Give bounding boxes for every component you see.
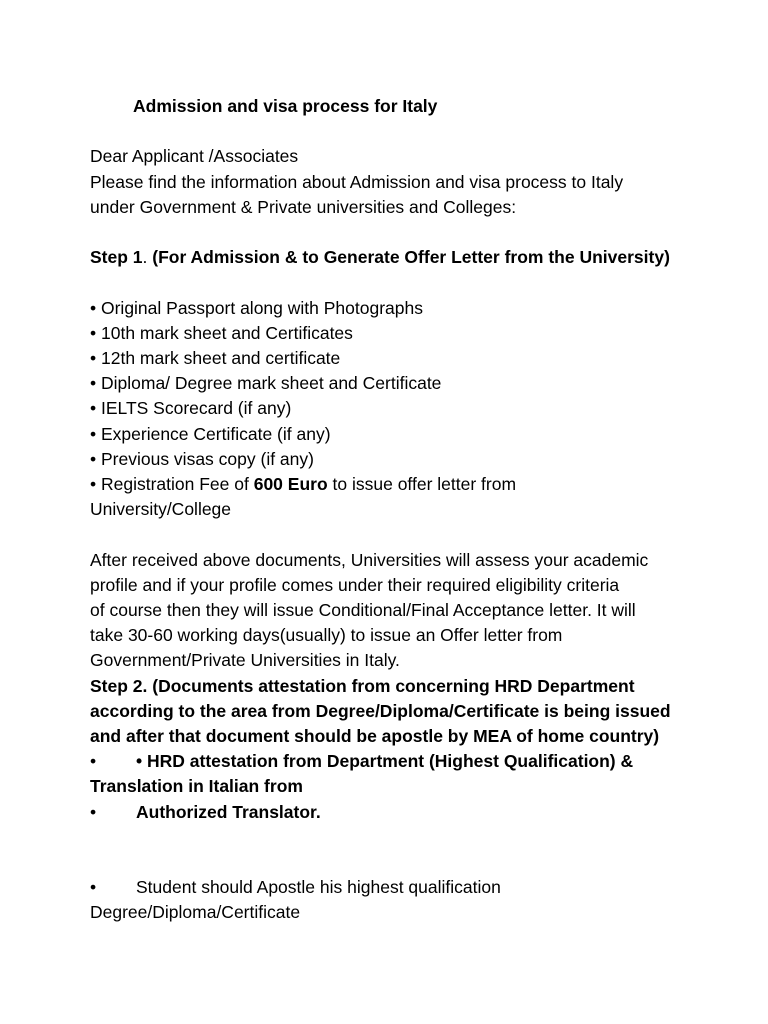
hrd-attestation-continuation: Translation in Italian from: [90, 776, 303, 797]
assessment-line: of course then they will issue Conditional/Final Acceptance letter. It will: [90, 600, 636, 620]
assessment-line: profile and if your profile comes under their required eligibility criteria: [90, 574, 620, 595]
spacer: [90, 220, 730, 245]
registration-suffix: to issue offer letter from: [327, 474, 517, 494]
intro-line: Please find the information about Admission and visa process to Italy: [90, 171, 624, 192]
bullet: •: [90, 801, 97, 822]
hrd-attestation-text: • HRD attestation from Department (Highest Qualification) &: [136, 751, 634, 772]
greeting: Dear Applicant /Associates: [90, 146, 299, 167]
spacer: [90, 119, 730, 144]
step2-heading: according to the area from Degree/Diploma/Certificate is being issued: [90, 700, 671, 721]
document-list-item: • 12th mark sheet and certificate: [90, 347, 341, 368]
assessment-line: After received above documents, Universities will assess your academic: [90, 549, 649, 570]
document-list-item: • Diploma/ Degree mark sheet and Certificate: [90, 373, 442, 394]
registration-fee-item: [90, 472, 730, 497]
translator-item: [90, 800, 730, 825]
apostle-continuation: Degree/Diploma/Certificate: [90, 902, 301, 923]
apostle-text: Student should Apostle his highest qualification: [136, 877, 501, 898]
spacer: [90, 270, 730, 295]
document-list-item: • Experience Certificate (if any): [90, 423, 331, 444]
step1-separator: .: [142, 247, 153, 268]
step1-label: Step 1: [90, 247, 143, 268]
step1-heading: [90, 245, 730, 270]
registration-continuation: University/College: [90, 499, 232, 520]
hrd-attestation-item: [90, 749, 730, 774]
assessment-line: Government/Private Universities in Italy.: [90, 650, 400, 671]
document-list-item: • Original Passport along with Photographs: [90, 297, 423, 318]
document-list-item: • 10th mark sheet and Certificates: [90, 322, 353, 343]
spacer: [90, 850, 730, 875]
spacer: [90, 825, 730, 850]
registration-prefix: • Registration Fee of: [90, 474, 254, 494]
spacer: [90, 522, 730, 547]
intro-line: under Government & Private universities and Colleges:: [90, 196, 517, 217]
registration-amount: 600 Euro: [253, 474, 328, 494]
document-body: [90, 94, 730, 926]
bullet: •: [90, 751, 97, 772]
document-title: Admission and visa process for Italy: [133, 96, 438, 116]
document-list-item: • Previous visas copy (if any): [90, 448, 314, 469]
assessment-line: take 30-60 working days(usually) to issue an Offer letter from: [90, 625, 563, 646]
step1-title: (For Admission & to Generate Offer Letter from the University): [152, 247, 670, 268]
translator-text: Authorized Translator.: [136, 801, 321, 822]
step2-heading: Step 2. (Documents attestation from concerning HRD Department: [90, 675, 635, 696]
step2-heading: and after that document should be apostle by MEA of home country): [90, 726, 660, 747]
bullet: •: [90, 877, 97, 898]
document-list-item: • IELTS Scorecard (if any): [90, 398, 292, 419]
apostle-item: [90, 875, 730, 900]
